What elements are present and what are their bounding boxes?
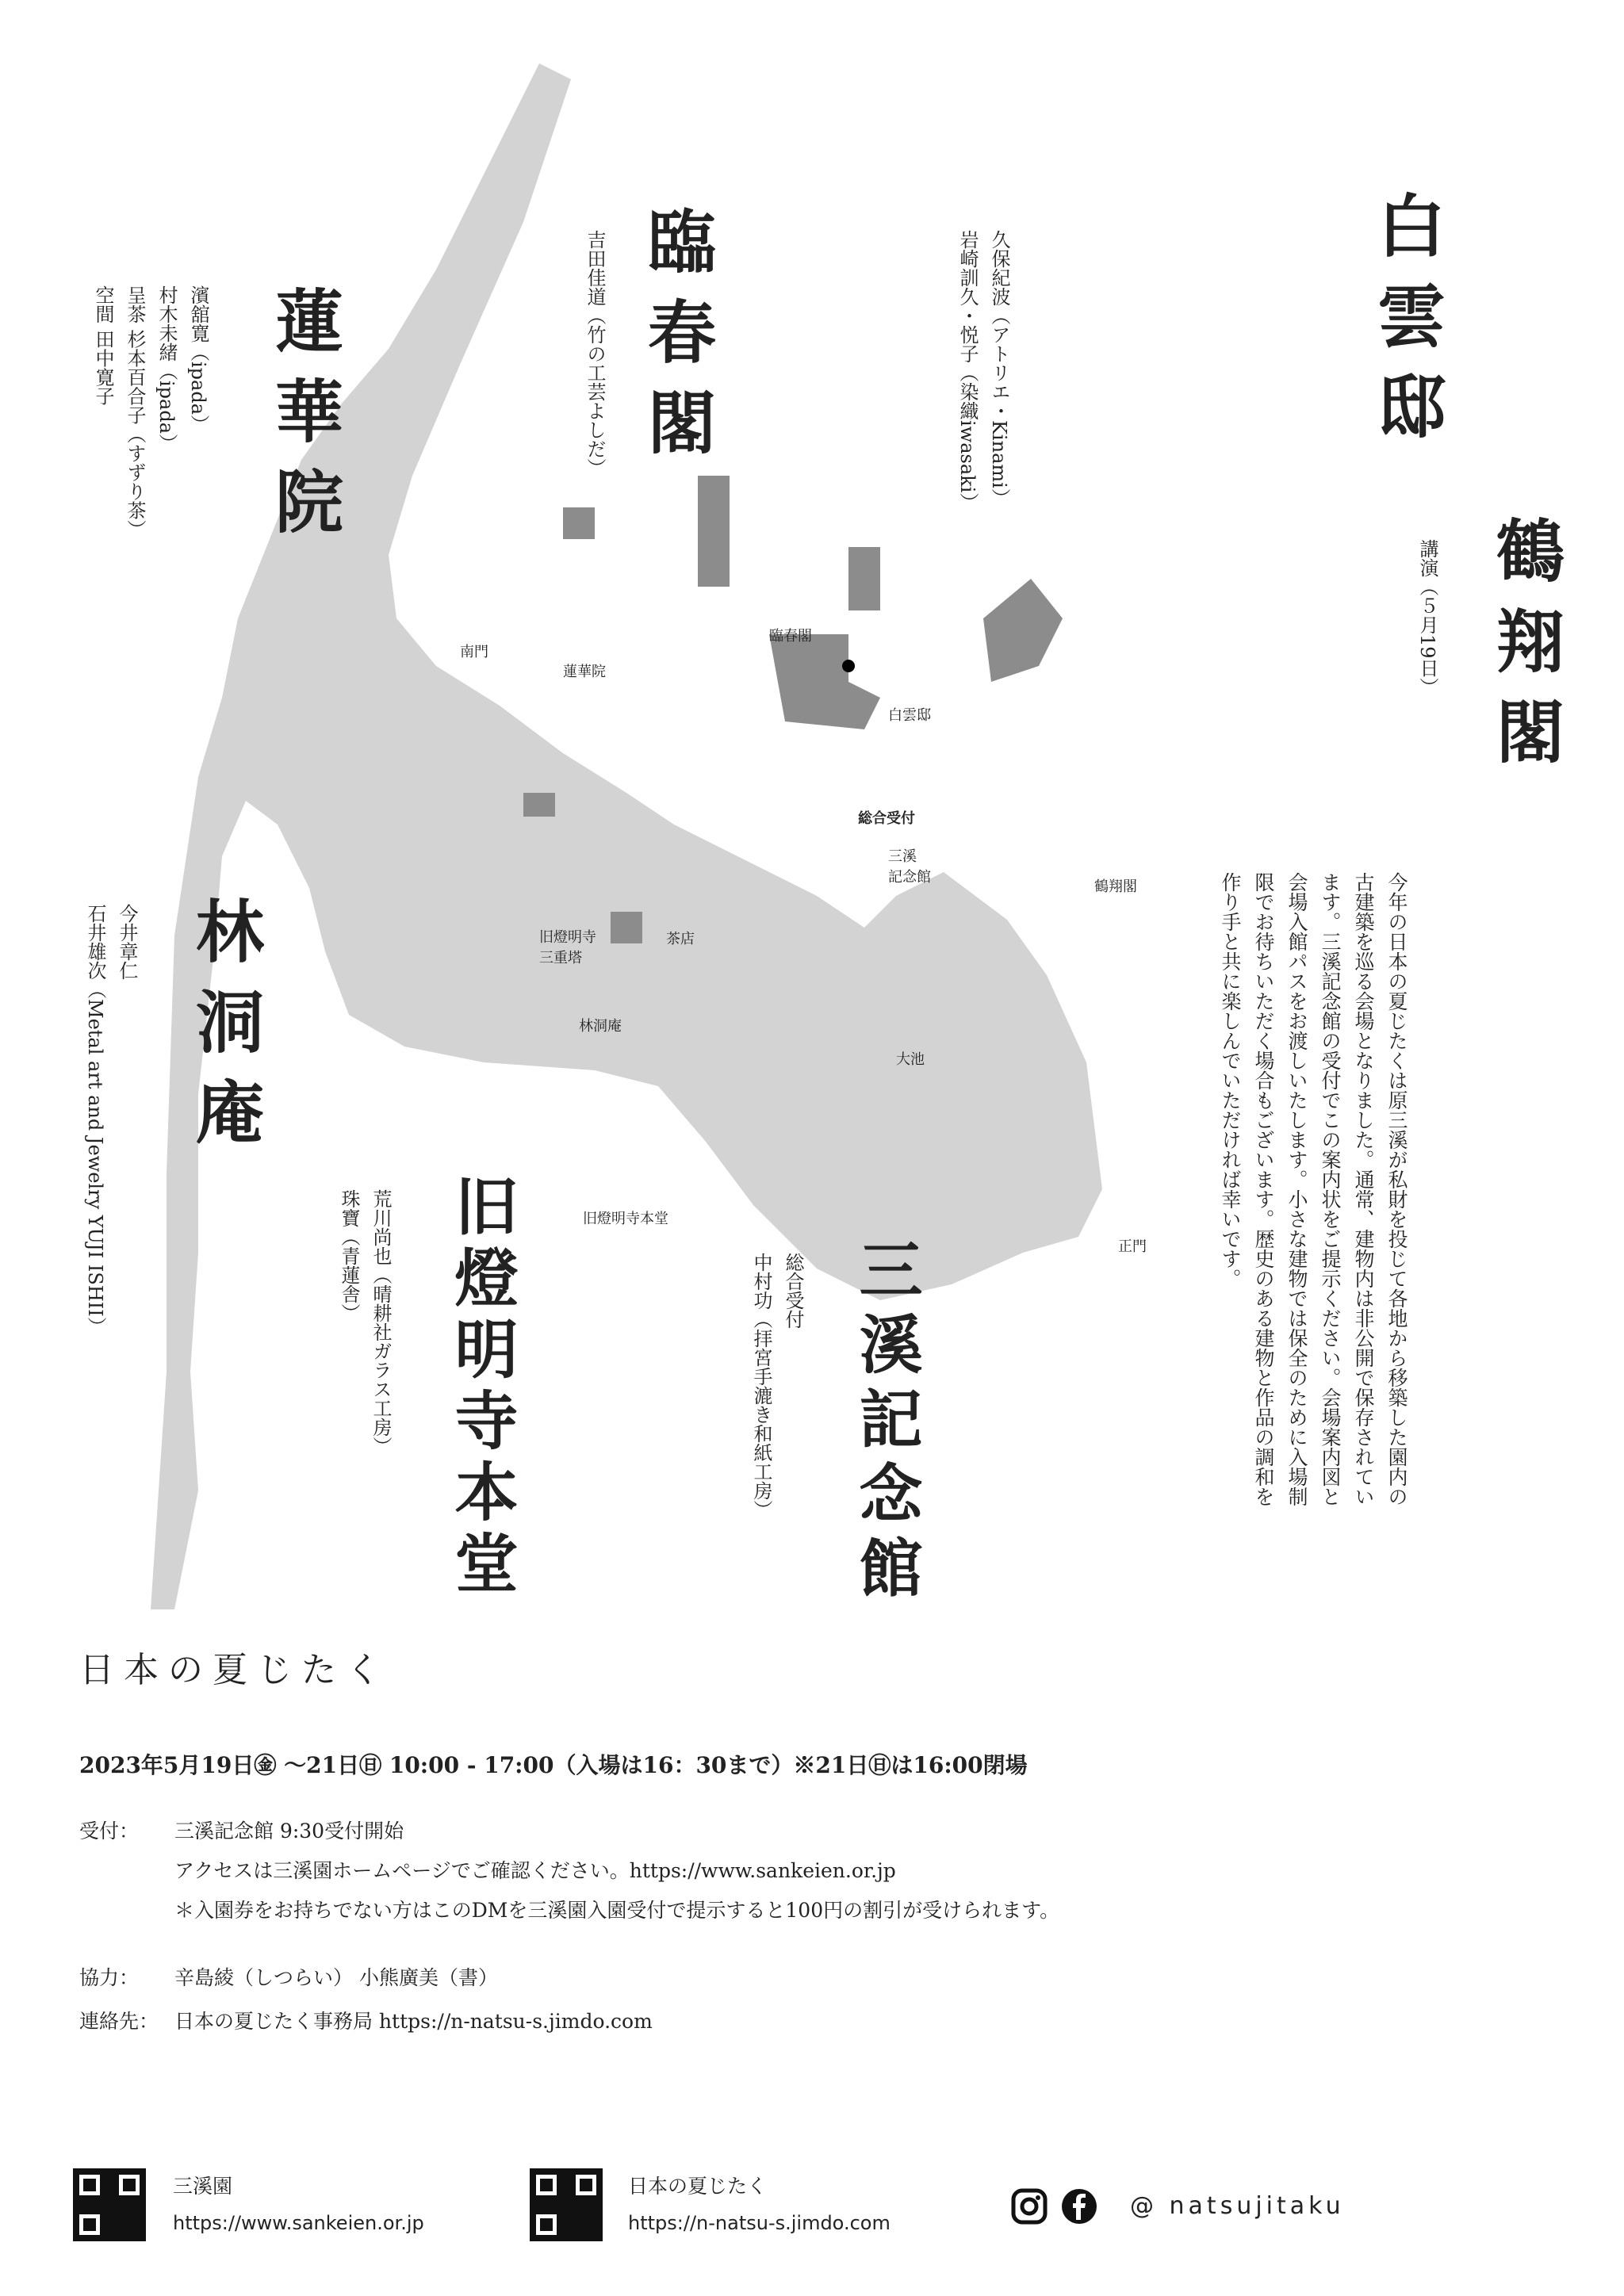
label-rindoan: 林洞庵 xyxy=(579,1018,622,1035)
venue-title-rindoan: 林洞庵 xyxy=(184,896,264,1167)
reception-label: 受付： xyxy=(79,1820,140,1843)
facebook-icon[interactable] xyxy=(1061,2188,1097,2225)
label-kinenkan: 三溪 記念館 xyxy=(888,848,931,886)
contact-label: 連絡先： xyxy=(79,2010,159,2033)
access-text: アクセスは三溪園ホームページでご確認ください。https://www.sankeien.or.jp xyxy=(174,1859,896,1882)
venue-title-rengein: 蓮華院 xyxy=(263,285,343,557)
building-rindoan xyxy=(523,793,555,817)
cooperation-text: 辛島綾（しつらい） 小熊廣美（書） xyxy=(174,1966,498,1989)
name: 講演（５月19日） xyxy=(1416,539,1438,697)
name: 村木未緒（ipada） xyxy=(155,285,178,453)
label-seimon: 正門 xyxy=(1118,1238,1147,1255)
building-kinenkan xyxy=(769,634,880,729)
venue-title-kakushokaku: 鶴翔閣 xyxy=(1484,515,1565,786)
qr1-url[interactable]: https://www.sankeien.or.jp xyxy=(173,2212,424,2234)
discount-note: ＊入園券をお持ちでない方はこのDMを三溪園入園受付で提示すると100円の割引が受けられます。 xyxy=(174,1899,1060,1922)
venue-names-rindoan xyxy=(79,904,143,1336)
event-title: 日本の夏じたく xyxy=(79,1650,390,1690)
name: 岩崎訓久・悦子（染織iwasaki） xyxy=(956,230,979,512)
building-hondo xyxy=(611,912,642,943)
venue-title-hakuunnei: 白雲邸 xyxy=(1365,190,1446,461)
name: 呈茶 杉本百合子（すずり茶） xyxy=(124,285,146,539)
label-rengein: 蓮華院 xyxy=(563,664,606,680)
venue-names-hondo xyxy=(333,1189,396,1456)
intro-text: 今年の日本の夏じたくは原三溪が私財を投じて各地から移築した園内の古建築を巡る会場となりました。通常、建物内は非公開で保存されています。三溪記念館の受付でこの案内状をご提示ください。会場案内図と会場入館パスをお渡しいたします。小さな建物では保全のために入場制限でお待ちいただく場合もございます。歴史のある建物と作品の調和を作り手と共に楽しんでいただければ幸いです。 xyxy=(1219,872,1408,1506)
name: 今井章仁 xyxy=(116,904,138,980)
label-rinshunkaku: 臨春閣 xyxy=(769,628,812,645)
label-nanmon: 南門 xyxy=(460,644,488,660)
label-sanjuto: 旧燈明寺 三重塔 xyxy=(539,929,596,966)
building-rinshunkaku xyxy=(698,476,730,587)
contact-text: 日本の夏じたく事務局 https://n-natsu-s.jimdo.com xyxy=(174,2010,653,2033)
building-rengein xyxy=(563,507,595,539)
name: 濱舘寛（ipada） xyxy=(187,285,209,434)
reception-text: 三溪記念館 9:30受付開始 xyxy=(174,1820,404,1843)
qr2-title: 日本の夏じたく xyxy=(628,2175,768,2198)
qr1-title: 三溪園 xyxy=(173,2175,233,2198)
label-oike: 大池 xyxy=(896,1051,925,1068)
venue-title-rinshunkaku: 臨春閣 xyxy=(636,206,716,477)
venue-title-hondo: 旧燈明寺本堂 xyxy=(444,1173,519,1601)
instagram-icon[interactable] xyxy=(1011,2188,1048,2225)
venue-title-kinenkan: 三溪記念館 xyxy=(848,1237,923,1609)
name: 石井雄次（Metal art and Jewelry YUJI ISHII） xyxy=(84,904,106,1336)
qr-code-natsujitaku[interactable] xyxy=(530,2168,603,2241)
venue-names-rinshunkaku xyxy=(579,230,611,477)
event-date: 2023年5月19日㊎ 〜21日㊐ 10:00 - 17:00（入場は16：30まで）※21日㊐は16:00閉場 xyxy=(79,1752,1028,1778)
name: 珠寶（青蓮舎） xyxy=(338,1189,360,1322)
name: 空間 田中寛子 xyxy=(92,285,114,406)
label-sogo-uketsuke: 総合受付 xyxy=(858,810,915,827)
reception-dot xyxy=(842,660,855,672)
building-hakuunnei xyxy=(848,547,880,610)
venue-names-kakushokaku xyxy=(1411,539,1443,697)
name: 久保紀波（アトリエ・Kinami） xyxy=(988,230,1010,507)
venue-names-kinenkan xyxy=(745,1253,809,1519)
name: 中村功（拝宮手漉き和紙工房） xyxy=(750,1253,772,1519)
label-hakuunnei: 白雲邸 xyxy=(888,707,931,724)
cooperation-label: 協力： xyxy=(79,1966,140,1989)
name: 荒川尚也（晴耕社ガラス工房） xyxy=(370,1189,392,1456)
social-handle[interactable]: @ natsujitaku xyxy=(1130,2192,1345,2220)
name: 吉田佳道（竹の工芸よしだ） xyxy=(584,230,606,477)
label-chaten: 茶店 xyxy=(666,931,695,947)
label-hondo: 旧燈明寺本堂 xyxy=(583,1211,668,1227)
qr2-url[interactable]: https://n-natsu-s.jimdo.com xyxy=(628,2212,891,2234)
venue-names-hakuunnei xyxy=(952,230,1015,610)
qr-code-sankeien[interactable] xyxy=(73,2168,146,2241)
label-kakushokaku: 鶴翔閣 xyxy=(1094,878,1137,895)
name: 総合受付 xyxy=(782,1253,804,1329)
venue-names-rengein xyxy=(87,285,214,539)
